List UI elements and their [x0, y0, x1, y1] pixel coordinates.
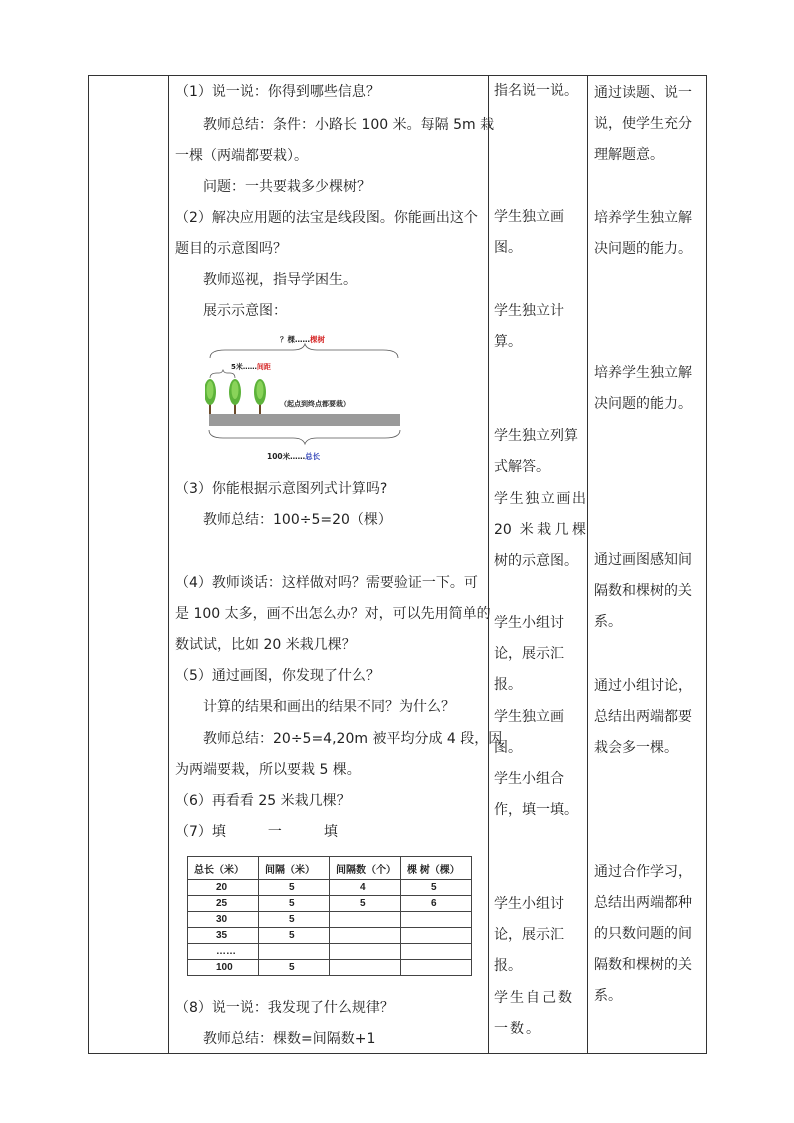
- interval-brace: [210, 370, 235, 378]
- table-cell: [401, 960, 472, 976]
- top-brace: [210, 344, 398, 358]
- table-cell: [259, 944, 330, 960]
- text-line: 展示示意图：: [203, 303, 287, 319]
- table-cell: [330, 944, 401, 960]
- student-activity: 学生独立画图。: [494, 209, 564, 256]
- tree-icon: [205, 379, 216, 414]
- text-line: （6）再看看 25 米栽几棵？: [175, 793, 351, 809]
- tree-icon: [229, 379, 241, 414]
- student-activity: 学生独立画出 20 米栽几棵树的示意图。: [494, 491, 586, 569]
- text-line: 教师总结：棵数=间隔数+1: [203, 1031, 376, 1047]
- table-cell: [330, 928, 401, 944]
- tree-icon: [254, 379, 266, 414]
- design-intent: 通过画图感知间隔数和棵树的关系。: [594, 552, 692, 630]
- text-line: （4）教师谈话：这样做对吗？需要验证一下。可: [175, 575, 478, 591]
- student-activity: 学生独立计算。: [494, 303, 564, 350]
- text-line: （7）填 一 填: [175, 824, 338, 840]
- student-activity: 学生独立画图。: [494, 709, 564, 756]
- table-cell: 5: [330, 896, 401, 912]
- table-cell: 35: [188, 928, 259, 944]
- student-activity: 学生自己数一数。: [494, 990, 574, 1037]
- table-cell: 100: [188, 960, 259, 976]
- table-cell: [401, 928, 472, 944]
- bottom-brace: [209, 430, 400, 444]
- table-cell: ……: [188, 944, 259, 960]
- table-row: [188, 928, 472, 944]
- table-cell: 5: [259, 960, 330, 976]
- table-header: 总长（米）: [188, 857, 259, 880]
- planting-note: （起点到终点都要栽）: [280, 400, 350, 408]
- table-row: [188, 896, 472, 912]
- table-cell: 25: [188, 896, 259, 912]
- text-line: 教师总结：100÷5=20（棵）: [203, 512, 392, 528]
- table-header: 棵 树（棵）: [401, 857, 472, 880]
- table-cell: 5: [401, 880, 472, 896]
- table-header: 间隔（米）: [259, 857, 330, 880]
- table-header: 间隔数（个）: [330, 857, 401, 880]
- interval-label: 5米……间距: [231, 363, 271, 371]
- text-line: 题目的示意图吗？: [175, 241, 287, 257]
- text-line: 教师总结：条件：小路长 100 米。每隔 5m 栽: [203, 117, 495, 133]
- table-cell: [401, 912, 472, 928]
- text-line: 计算的结果和画出的结果不同？为什么？: [203, 699, 455, 715]
- total-length-label: 100米……总长: [267, 452, 321, 461]
- table-row: [188, 880, 472, 896]
- table-cell: 30: [188, 912, 259, 928]
- road-segment: [209, 414, 400, 426]
- design-intent: 培养学生独立解决问题的能力。: [594, 210, 692, 257]
- table-cell: 5: [259, 928, 330, 944]
- student-activity: 学生小组合作，填一填。: [494, 771, 578, 818]
- column-divider: [488, 76, 489, 1053]
- table-cell: 5: [259, 912, 330, 928]
- table-cell: [401, 944, 472, 960]
- column-divider: [168, 76, 169, 1053]
- design-intent: 通过读题、说一说，使学生充分理解题意。: [594, 85, 692, 163]
- fill-in-table: [187, 856, 472, 976]
- design-intent: 培养学生独立解决问题的能力。: [594, 365, 692, 412]
- table-cell: [330, 960, 401, 976]
- text-line: （5）通过画图，你发现了什么？: [175, 668, 380, 684]
- text-line: 教师总结：20÷5=4,20m 被平均分成 4 段，因: [203, 731, 503, 747]
- student-activity: 学生小组讨论，展示汇报。: [494, 615, 564, 693]
- student-activity: 指名说一说。: [494, 83, 578, 99]
- text-line: 教师巡视，指导学困生。: [203, 272, 357, 288]
- text-line: （3）你能根据示意图列式计算吗?: [175, 481, 388, 497]
- diagram-top-label: ？棵……棵树: [280, 335, 325, 344]
- table-cell: 6: [401, 896, 472, 912]
- tree-planting-diagram: [205, 330, 405, 464]
- student-activity: 学生小组讨论，展示汇报。: [494, 896, 564, 974]
- table-row: [188, 912, 472, 928]
- text-line: 为两端要栽，所以要栽 5 棵。: [175, 762, 361, 778]
- design-intent: 通过合作学习，总结出两端都种的只数问题的间隔数和棵树的关系。: [594, 864, 692, 1004]
- text-line: （1）说一说：你得到哪些信息？: [175, 84, 380, 100]
- text-line: 是 100 太多，画不出怎么办？对，可以先用简单的: [175, 606, 491, 622]
- text-line: （2）解决应用题的法宝是线段图。你能画出这个: [175, 210, 478, 226]
- table-cell: 20: [188, 880, 259, 896]
- table-row: [188, 944, 472, 960]
- table-cell: [330, 912, 401, 928]
- text-line: 一棵（两端都要栽）。: [175, 148, 308, 164]
- student-activity: 学生独立列算式解答。: [494, 428, 578, 475]
- table-cell: 5: [259, 880, 330, 896]
- table-cell: 4: [330, 880, 401, 896]
- text-line: （8）说一说：我发现了什么规律？: [175, 1000, 394, 1016]
- table-cell: 5: [259, 896, 330, 912]
- text-line: 问题：一共要栽多少棵树？: [203, 179, 371, 195]
- design-intent: 通过小组讨论，总结出两端都要栽会多一棵。: [594, 678, 692, 756]
- table-header-row: [188, 857, 472, 880]
- text-line: 数试试，比如 20 米栽几棵？: [175, 637, 356, 653]
- table-row: [188, 960, 472, 976]
